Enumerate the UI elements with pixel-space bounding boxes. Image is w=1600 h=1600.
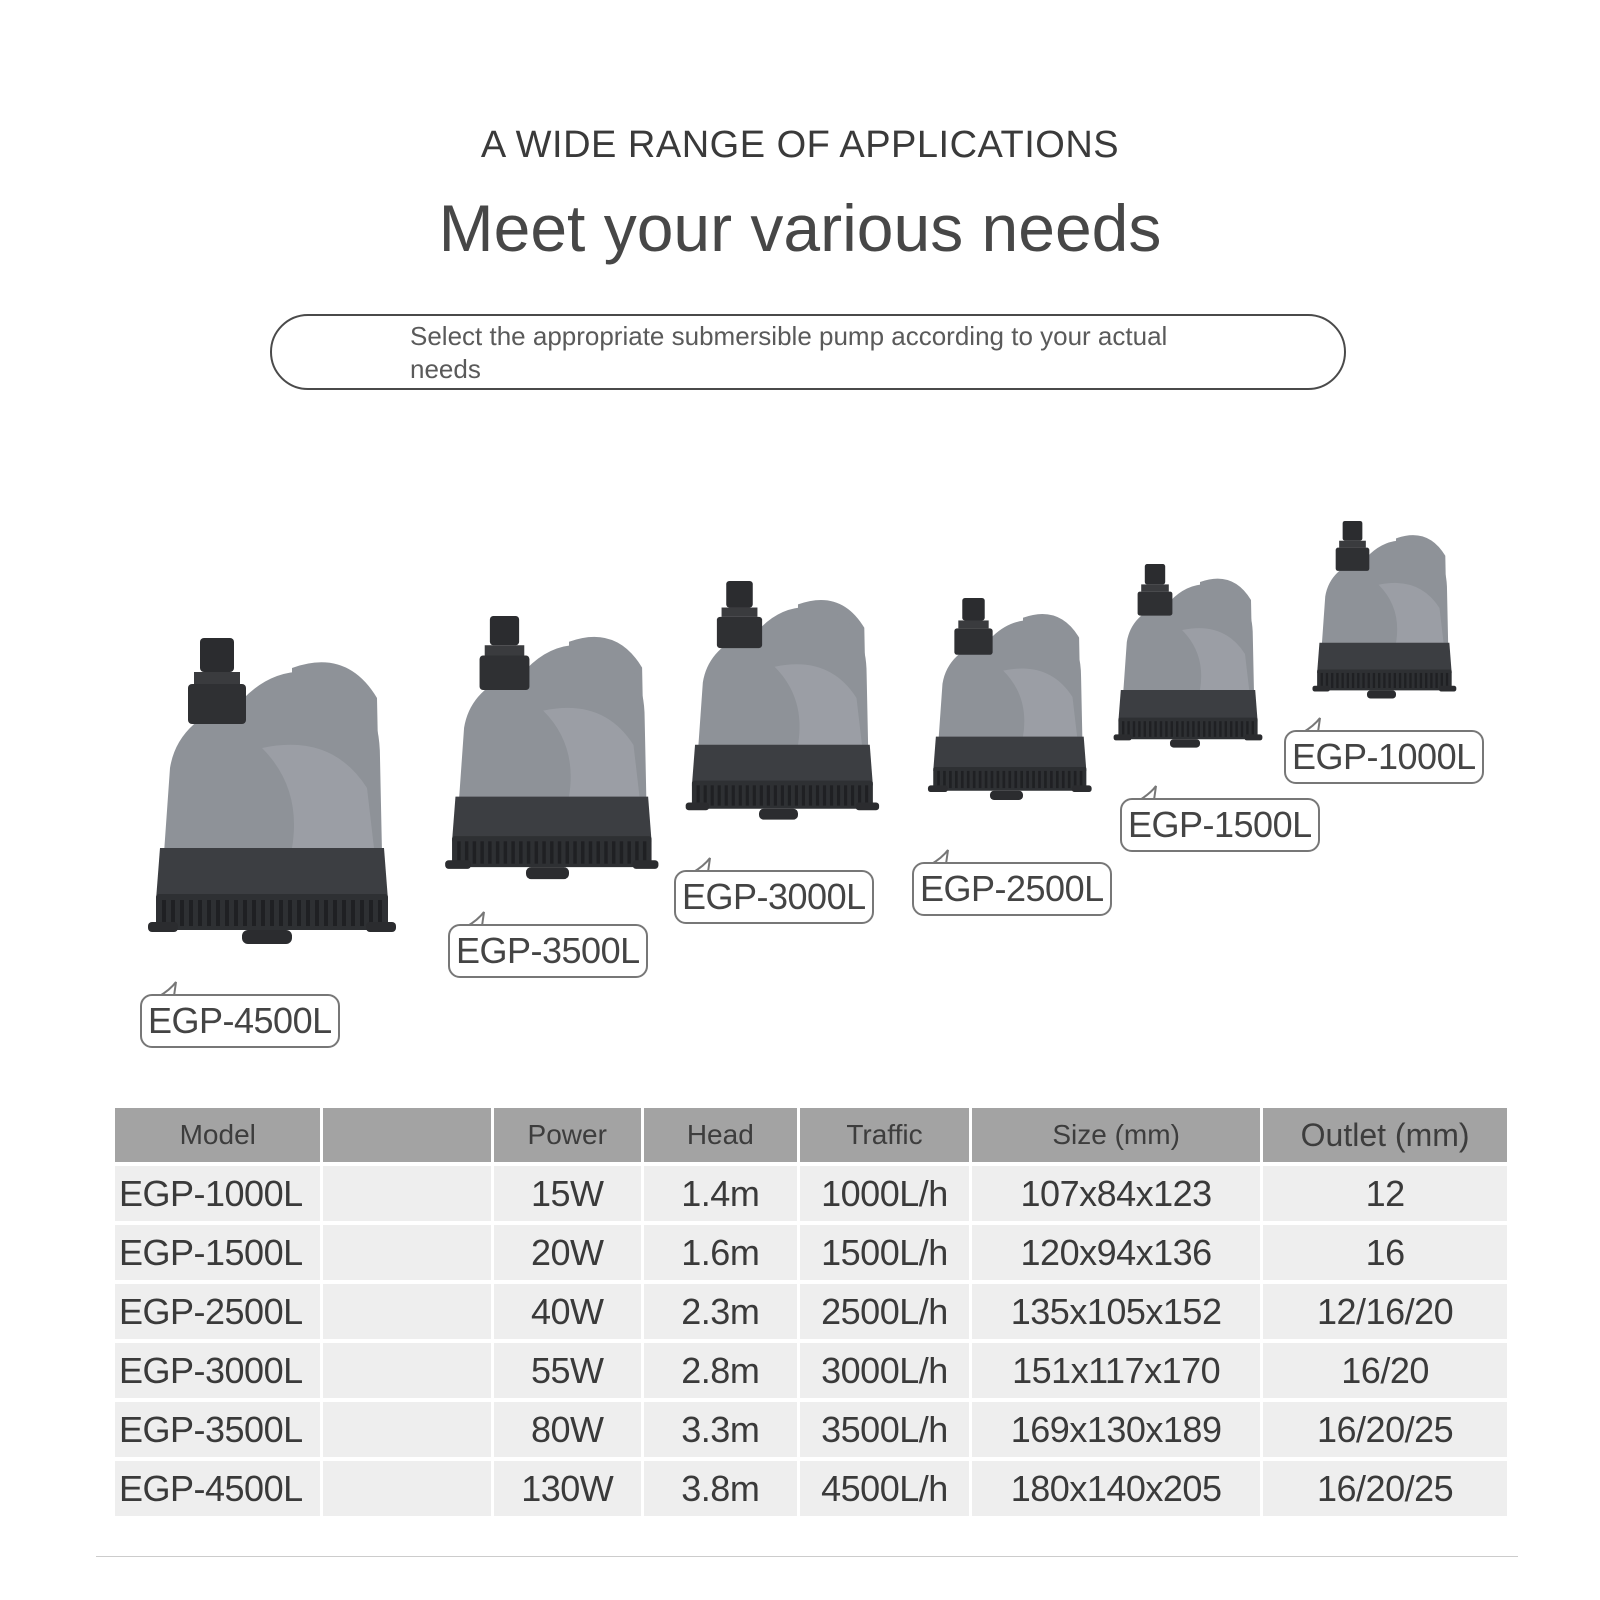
pump-model-label: EGP-1000L — [1284, 730, 1484, 784]
table-row — [115, 1461, 1507, 1516]
spec-table — [112, 1104, 1510, 1520]
pump-illustration — [1309, 521, 1460, 712]
power-cell: 130W — [494, 1461, 641, 1516]
pump-illustration — [924, 598, 1096, 816]
col-outlet: Outlet (mm) — [1263, 1108, 1507, 1162]
size-cell: 107x84x123 — [972, 1166, 1260, 1221]
model-cell: EGP-2500L — [115, 1284, 320, 1339]
model-cell: EGP-3500L — [115, 1402, 320, 1457]
blank-cell — [323, 1225, 490, 1280]
power-cell: 55W — [494, 1343, 641, 1398]
model-cell: EGP-1500L — [115, 1225, 320, 1280]
pump-model-label: EGP-3000L — [674, 870, 874, 924]
power-cell: 20W — [494, 1225, 641, 1280]
power-cell: 40W — [494, 1284, 641, 1339]
col-power: Power — [494, 1108, 641, 1162]
size-cell: 135x105x152 — [972, 1284, 1260, 1339]
model-cell: EGP-1000L — [115, 1166, 320, 1221]
traffic-cell: 1000L/h — [800, 1166, 969, 1221]
model-cell: EGP-4500L — [115, 1461, 320, 1516]
pump-model-label: EGP-3500L — [448, 924, 648, 978]
table-row — [115, 1284, 1507, 1339]
pump-model-label: EGP-1500L — [1120, 798, 1320, 852]
traffic-cell: 2500L/h — [800, 1284, 969, 1339]
head-cell: 3.3m — [644, 1402, 797, 1457]
col-traffic: Traffic — [800, 1108, 969, 1162]
blank-cell — [323, 1461, 490, 1516]
head-cell: 3.8m — [644, 1461, 797, 1516]
eyebrow-heading: A WIDE RANGE OF APPLICATIONS — [480, 124, 1120, 166]
table-row — [115, 1402, 1507, 1457]
outlet-cell: 16/20/25 — [1263, 1402, 1507, 1457]
outlet-cell: 12/16/20 — [1263, 1284, 1507, 1339]
col-head: Head — [644, 1108, 797, 1162]
bottom-divider — [96, 1556, 1518, 1557]
table-row — [115, 1225, 1507, 1280]
pump-illustration — [681, 581, 884, 838]
size-cell: 180x140x205 — [972, 1461, 1260, 1516]
outlet-cell: 16 — [1263, 1225, 1507, 1280]
size-cell: 169x130x189 — [972, 1402, 1260, 1457]
table-header-row — [115, 1108, 1507, 1162]
head-cell: 1.6m — [644, 1225, 797, 1280]
traffic-cell: 4500L/h — [800, 1461, 969, 1516]
model-cell: EGP-3000L — [115, 1343, 320, 1398]
outlet-cell: 16/20/25 — [1263, 1461, 1507, 1516]
blank-cell — [323, 1284, 490, 1339]
subtitle-pill — [270, 314, 1346, 390]
head-cell: 2.8m — [644, 1343, 797, 1398]
pump-illustration — [1110, 564, 1266, 762]
col-size: Size (mm) — [972, 1108, 1260, 1162]
head-cell: 1.4m — [644, 1166, 797, 1221]
size-cell: 151x117x170 — [972, 1343, 1260, 1398]
pump-model-label: EGP-2500L — [912, 862, 1112, 916]
head-cell: 2.3m — [644, 1284, 797, 1339]
pump-illustration — [440, 616, 664, 900]
traffic-cell: 1500L/h — [800, 1225, 969, 1280]
size-cell: 120x94x136 — [972, 1225, 1260, 1280]
blank-cell — [323, 1402, 490, 1457]
pump-illustration — [142, 638, 402, 968]
traffic-cell: 3000L/h — [800, 1343, 969, 1398]
col-blank — [323, 1108, 490, 1162]
table-row — [115, 1166, 1507, 1221]
outlet-cell: 12 — [1263, 1166, 1507, 1221]
page-title: Meet your various needs — [438, 191, 1162, 265]
power-cell: 80W — [494, 1402, 641, 1457]
pump-model-label: EGP-4500L — [140, 994, 340, 1048]
col-model: Model — [115, 1108, 320, 1162]
subtitle-text: Select the appropriate submersible pump according to your actual needs — [410, 321, 1168, 384]
traffic-cell: 3500L/h — [800, 1402, 969, 1457]
blank-cell — [323, 1343, 490, 1398]
outlet-cell: 16/20 — [1263, 1343, 1507, 1398]
power-cell: 15W — [494, 1166, 641, 1221]
blank-cell — [323, 1166, 490, 1221]
table-row — [115, 1343, 1507, 1398]
